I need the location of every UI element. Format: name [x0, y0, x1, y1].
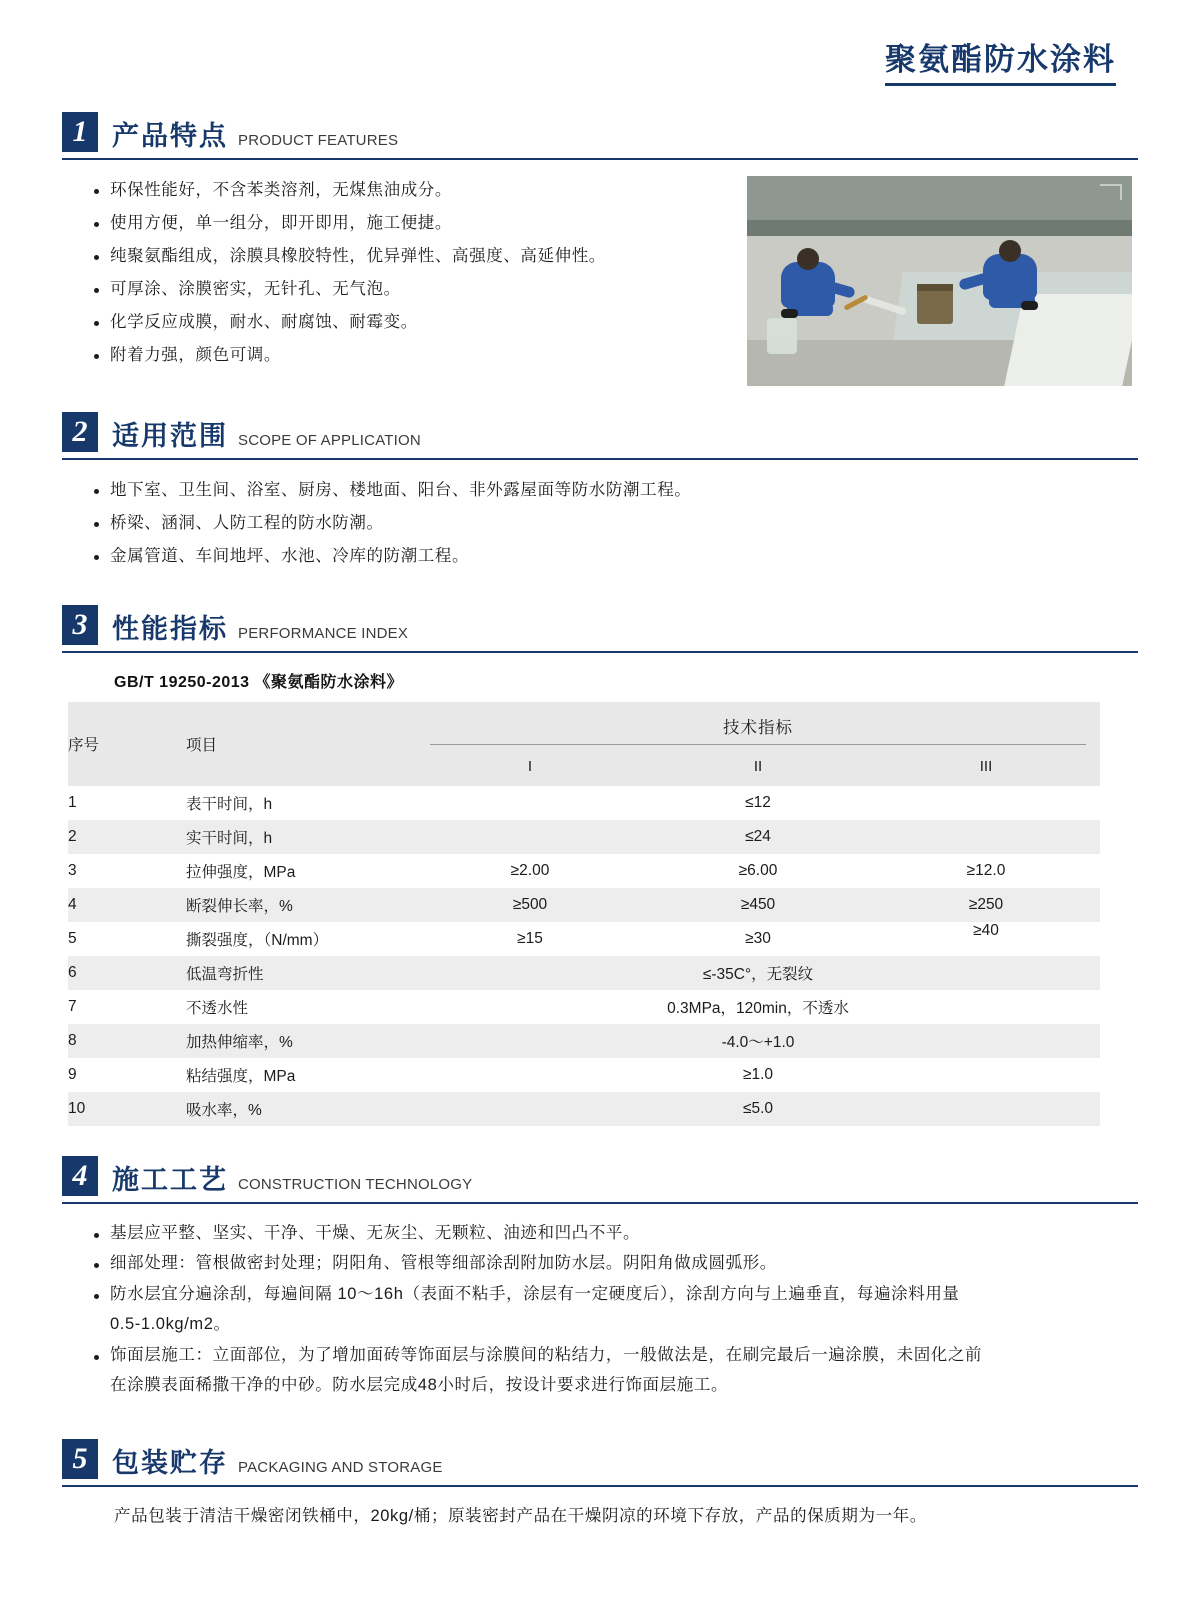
- list-item: 基层应平整、坚实、干净、干燥、无灰尘、无颗粒、油迹和凹凸不平。: [110, 1218, 1138, 1249]
- section-construction: [62, 1156, 1138, 1401]
- section-title-en: PERFORMANCE INDEX: [238, 624, 409, 642]
- list-item: 纯聚氨酯组成，涂膜具橡胶特性，优异弹性、高强度、高延伸性。: [110, 240, 747, 273]
- scope-list: [62, 474, 1138, 573]
- cell-no: 5: [68, 929, 77, 947]
- section-divider: [62, 458, 1138, 460]
- section-title-en: SCOPE OF APPLICATION: [238, 431, 421, 449]
- cell-value: ≤5.0: [416, 1092, 1100, 1126]
- list-item-line: 防水层宜分遍涂刮，每遍间隔 10～16h（表面不粘手，涂层有一定硬度后），涂刮方向与上遍垂直，每遍涂料用量: [110, 1284, 960, 1303]
- table-row: [68, 922, 1100, 956]
- table-row: [68, 820, 1100, 854]
- cell-item: 加热伸缩率，%: [186, 1024, 416, 1058]
- section-header: [62, 1439, 1138, 1483]
- section-title-cn: 施工工艺: [112, 1164, 228, 1195]
- worker-left: [781, 262, 835, 308]
- packaging-text: 产品包装于清洁干燥密闭铁桶中，20kg/桶；原装密封产品在干燥阴凉的环境下存放，产品的保质期为一年。: [114, 1506, 927, 1525]
- list-item: 环保性能好，不含苯类溶剂，无煤焦油成分。: [110, 174, 747, 207]
- col-header-grade-2: II: [644, 758, 872, 786]
- water-jug: [767, 318, 797, 354]
- section-title-cn: 产品特点: [112, 120, 228, 151]
- section-packaging: [62, 1439, 1138, 1532]
- list-item-line: 饰面层施工：立面部位，为了增加面砖等饰面层与涂膜间的粘结力，一般做法是，在刷完最后一遍涂膜，未固化之前: [110, 1345, 983, 1364]
- worker-right: [983, 254, 1037, 300]
- construction-list: [62, 1218, 1138, 1401]
- section-title-en: CONSTRUCTION TECHNOLOGY: [238, 1175, 473, 1193]
- cell-no: 8: [68, 1024, 186, 1058]
- section-divider: [62, 1202, 1138, 1204]
- cell-no: 9: [68, 1065, 77, 1083]
- table-row: [68, 990, 1100, 1024]
- section-number: 5: [62, 1439, 98, 1479]
- col-header-tech-label: 技术指标: [723, 719, 793, 738]
- section-number: 1: [62, 112, 98, 152]
- cell-item: 吸水率，%: [186, 1092, 416, 1126]
- list-item: 金属管道、车间地坪、水池、冷库的防潮工程。: [110, 540, 1138, 573]
- col-header-grade-1: I: [416, 758, 644, 786]
- col-header-no: 序号: [68, 702, 186, 786]
- table-row: [68, 888, 1100, 922]
- list-item: 桥梁、涵洞、人防工程的防水防潮。: [110, 507, 1138, 540]
- section-number: 2: [62, 412, 98, 452]
- cell-no: 2: [68, 820, 186, 854]
- cell-value: ≥1.0: [742, 1065, 774, 1083]
- table-row: [68, 956, 1100, 990]
- section-number: 3: [62, 605, 98, 645]
- section-scope: [62, 412, 1138, 573]
- table-row: [68, 854, 1100, 888]
- page-title: 聚氨酯防水涂料: [885, 42, 1116, 86]
- cell-value-grade-1: ≥15: [517, 929, 543, 947]
- list-item: 地下室、卫生间、浴室、厨房、楼地面、阳台、非外露屋面等防水防潮工程。: [110, 474, 1138, 507]
- cell-item: 不透水性: [186, 999, 249, 1017]
- section-title-cn: 适用范围: [112, 420, 228, 451]
- section-title-cn: 性能指标: [112, 613, 228, 644]
- paint-bucket: [917, 284, 953, 324]
- cell-value: ≤24: [416, 820, 1100, 854]
- cell-no: 3: [68, 861, 77, 879]
- section-divider: [62, 651, 1138, 653]
- performance-table: [68, 702, 1100, 1126]
- section-number: 4: [62, 1156, 98, 1196]
- cell-no: 4: [68, 888, 186, 922]
- cell-value-grade-3: ≥40: [973, 921, 999, 939]
- table-header-row: [68, 702, 1100, 758]
- cell-item: 拉伸强度，MPa: [186, 863, 296, 881]
- cell-value: ≤12: [745, 793, 771, 811]
- list-item: [110, 1340, 1138, 1401]
- application-photo: [747, 176, 1132, 386]
- photo-corner-mark: [1100, 184, 1122, 200]
- cell-item: 低温弯折性: [186, 956, 416, 990]
- cell-value-grade-2: ≥30: [745, 929, 771, 947]
- cell-value-grade-2: ≥6.00: [738, 861, 778, 879]
- list-item: 可厚涂、涂膜密实，无针孔、无气泡。: [110, 273, 747, 306]
- cell-value: ≤-35C°，无裂纹: [416, 956, 1100, 990]
- cell-no: 6: [68, 956, 186, 990]
- section-title-en: PACKAGING AND STORAGE: [238, 1458, 443, 1476]
- section-title-en: PRODUCT FEATURES: [238, 131, 399, 149]
- list-item: 附着力强，颜色可调。: [110, 339, 747, 372]
- section-header: [62, 112, 1138, 156]
- list-item: [110, 1279, 1138, 1340]
- cell-value: 0.3MPa，120min，不透水: [667, 999, 849, 1017]
- photo-wall-shadow: [747, 220, 1132, 236]
- feature-list: [62, 174, 747, 372]
- col-header-grade-3: III: [872, 758, 1100, 786]
- section-title-cn: 包装贮存: [112, 1447, 228, 1478]
- cell-value-grade-2: ≥450: [644, 888, 872, 922]
- list-item: 化学反应成膜，耐水、耐腐蚀、耐霉变。: [110, 306, 747, 339]
- cell-item: 撕裂强度，（N/mm）: [186, 931, 329, 949]
- cell-value-grade-3: ≥12.0: [966, 861, 1006, 879]
- section-product-features: [62, 112, 1138, 386]
- table-row: [68, 786, 1100, 820]
- worker-shoe: [1021, 301, 1038, 310]
- tech-underline: [430, 744, 1086, 745]
- table-row: [68, 1092, 1100, 1126]
- cell-item: 实干时间，h: [186, 820, 416, 854]
- cell-value-grade-1: ≥500: [416, 888, 644, 922]
- col-header-item: 项目: [186, 702, 416, 786]
- title-block: [62, 0, 1138, 86]
- standard-code: GB/T 19250-2013 《聚氨酯防水涂料》: [114, 673, 404, 691]
- section-header: [62, 1156, 1138, 1200]
- cell-value: -4.0～+1.0: [416, 1024, 1100, 1058]
- cell-no: 10: [68, 1092, 186, 1126]
- cell-no: 1: [68, 793, 77, 811]
- list-item-line: 0.5-1.0kg/m2。: [110, 1315, 231, 1334]
- list-item: 细部处理：管根做密封处理；阴阳角、管根等细部涂刮附加防水层。阴阳角做成圆弧形。: [110, 1248, 1138, 1279]
- cell-value-grade-1: ≥2.00: [510, 861, 550, 879]
- cell-item: 粘结强度，MPa: [186, 1067, 296, 1085]
- worker-head: [797, 248, 819, 270]
- worker-shoe: [781, 309, 798, 318]
- photo-wall: [747, 176, 1132, 220]
- cell-item: 断裂伸长率，%: [186, 888, 416, 922]
- section-header: [62, 412, 1138, 456]
- section-divider: [62, 1485, 1138, 1487]
- list-item-line: 在涂膜表面稀撒干净的中砂。防水层完成48小时后，按设计要求进行饰面层施工。: [110, 1376, 729, 1395]
- table-row: [68, 1024, 1100, 1058]
- section-performance: [62, 605, 1138, 1126]
- table-row: [68, 1058, 1100, 1092]
- cell-no: 7: [68, 997, 77, 1015]
- cell-item: 表干时间，h: [186, 795, 273, 813]
- worker-head: [999, 240, 1021, 262]
- section-header: [62, 605, 1138, 649]
- col-header-tech: [416, 702, 1100, 758]
- list-item: 使用方便，单一组分，即开即用，施工便捷。: [110, 207, 747, 240]
- cell-value-grade-3: ≥250: [872, 888, 1100, 922]
